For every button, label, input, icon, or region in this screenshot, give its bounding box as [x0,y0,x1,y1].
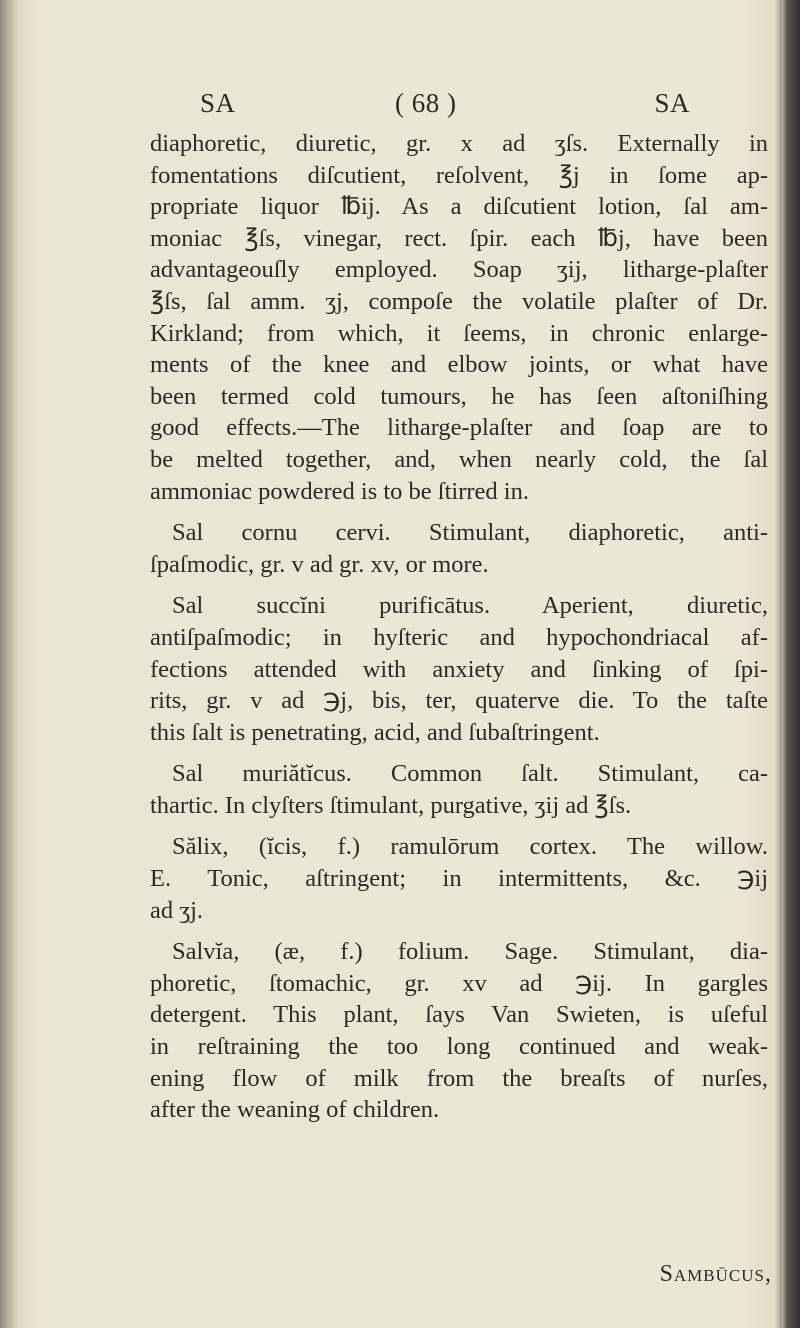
text-line: fections attended with anxiety and ſinking of ſpi- [150,655,768,683]
paragraph [150,590,768,748]
text-line: ad ʒj. [150,896,204,924]
text-line: Salvĭa, (æ, f.) folium. Sage. Stimulant, dia- [172,938,768,966]
text-line: thartic. In clyſters ſtimulant, purgative, ʒij ad ℥ſs. [150,791,632,819]
page-number: ( 68 ) [395,88,457,118]
text-line: Sal succĭni purificātus. Aperient, diuretic, [172,592,768,620]
body-text [150,128,768,1126]
text-line: Sal muriătĭcus. Common ſalt. Stimulant, ca- [172,760,768,788]
text-line: ammoniac powdered is to be ſtirred in. [150,477,529,505]
text-line: fomentations diſcutient, reſolvent, ℥j in ſome ap- [150,161,768,189]
header-left: SA [200,88,236,118]
text-line: advantageouſly employed. Soap ʒij, litharge-plaſter [150,256,768,284]
text-line: moniac ℥ſs, vinegar, rect. ſpir. each ℔j, have been [150,224,768,252]
text-line: been termed cold tumours, he has ſeen aſtoniſhing [150,382,768,410]
text-line: Kirkland; from which, it ſeems, in chronic enlarge- [150,319,768,347]
binding-gutter [0,0,18,1328]
text-line: rits, gr. v ad ℈j, bis, ter, quaterve die. To the taſte [150,687,768,715]
paragraph [150,758,768,821]
text-line: diaphoretic, diuretic, gr. x ad ʒſs. Externally in [150,130,768,157]
text-line: ening flow of milk from the breaſts of nurſes, [150,1064,768,1092]
text-line: Sălix, (ĭcis, f.) ramulōrum cortex. The willow. [172,833,768,861]
text-line: good effects.—The litharge-plaſter and ſoap are to [150,414,768,442]
catchword: Sambūcus, [659,1261,772,1287]
paragraph [150,831,768,926]
paragraph [150,517,768,580]
text-line: Sal cornu cervi. Stimulant, diaphoretic, anti- [172,519,768,547]
text-line: this ſalt is penetrating, acid, and ſubaſtringent. [150,718,600,746]
text-line: be melted together, and, when nearly cold, the ſal [150,445,768,473]
paragraph [150,936,768,1126]
text-line: ℥ſs, ſal amm. ʒj, compoſe the volatile plaſter of Dr. [150,287,768,315]
text-line: antiſpaſmodic; in hyſteric and hypochondriacal af- [150,623,768,651]
text-line: propriate liquor ℔ij. As a diſcutient lotion, ſal am- [150,193,768,221]
paragraph [150,128,768,507]
text-line: in reſtraining the too long continued and weak- [150,1033,768,1061]
text-line: after the weaning of children. [150,1096,440,1124]
text-line: ſpaſmodic, gr. v ad gr. xv, or more. [150,550,489,578]
running-header [200,88,690,128]
page-edge-shadow [782,0,800,1328]
text-line: detergent. This plant, ſays Van Swieten, is uſeful [150,1001,768,1029]
text-line: ments of the knee and elbow joints, or what have [150,351,768,379]
header-right: SA [654,88,690,118]
text-line: phoretic, ſtomachic, gr. xv ad ℈ij. In gargles [150,969,768,997]
text-line: E. Tonic, aſtringent; in intermittents, &c. ℈ij [150,865,768,893]
